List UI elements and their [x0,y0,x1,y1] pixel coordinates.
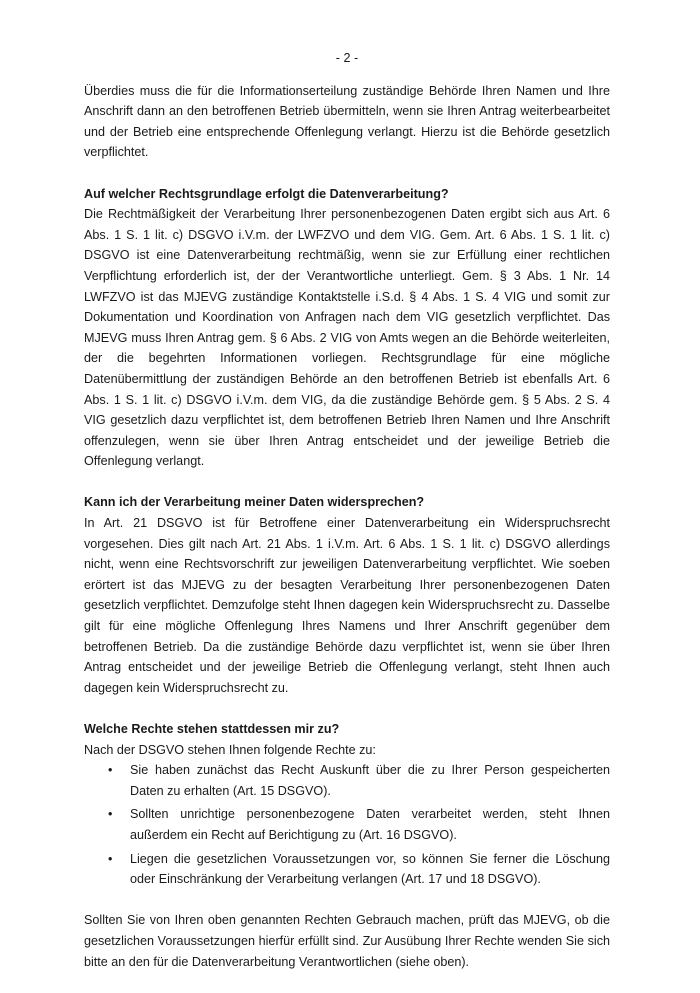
section-heading: Welche Rechte stehen stattdessen mir zu? [84,722,340,736]
section-paragraph: In Art. 21 DSGVO ist für Betroffene einer Datenverarbeitung ein Widerspruchsrecht vorgesehen. Dies gilt nach Art. 21 Abs. 1 i.V.m. Art. 6 Abs. 1 S. 1 lit. c) DSGVO allerdings nicht, wenn eine Rechtsvorschrift zur jeweiligen Datenverarbeitung verpflichtet. Wie soeben erörtert ist das MJEVG zu der besagten Verarbeitung Ihrer personenbezogenen Daten gesetzlich verpflichtet. Demzufolge steht Ihnen dagegen kein Widerspruchsrecht zu. Dasselbe gilt für eine mögliche Offenlegung Ihres Namens und Ihrer Anschrift gegenüber dem betroffenen Betrieb. Da die zuständige Behörde dazu verpflichtet ist, wenn sie über Ihren Antrag entscheidet und der jeweilige Betrieb die Offenlegung verlangt, steht Ihnen auch dagegen kein Widerspruchsrecht zu. [84,516,610,695]
list-item: • Liegen die gesetzlichen Voraussetzungen vor, so können Sie ferner die Löschung oder Einschränkung der Verarbeitung verlangen (Art. 17 und 18 DSGVO). [84,849,610,890]
intro-block [84,81,610,163]
section-heading: Kann ich der Verarbeitung meiner Daten widersprechen? [84,495,425,510]
section-rights [84,719,610,890]
closing-block [84,910,610,972]
section-legal-basis [84,184,610,472]
section-heading: Auf welcher Rechtsgrundlage erfolgt die Datenverarbeitung? [84,186,449,201]
rights-list [84,760,610,890]
closing-paragraph: Sollten Sie von Ihren oben genannten Rechten Gebrauch machen, prüft das MJEVG, ob die gesetzlichen Voraussetzungen hierfür erfüllt sind. Zur Ausübung Ihrer Rechte wenden Sie sich bitte an den für die Datenverarbeitung Verantwortlichen (siehe oben). [84,913,610,969]
section-paragraph: Nach der DSGVO stehen Ihnen folgende Rechte zu: [84,742,376,757]
intro-paragraph: Überdies muss die für die Informationserteilung zuständige Behörde Ihren Namen und Ihre Anschrift dann an den betroffenen Betrieb übermitteln, wenn sie Ihren Antrag weiterbearbeitet und der Betrieb eine entsprechende Offenlegung verlangt. Hierzu ist die Behörde gesetzlich verpflichtet. [84,83,610,160]
list-item: • Sie haben zunächst das Recht Auskunft über die zu Ihrer Person gespeicherten Daten zu erhalten (Art. 15 DSGVO). [84,760,610,801]
section-paragraph: Die Rechtmäßigkeit der Verarbeitung Ihrer personenbezogenen Daten ergibt sich aus Art. 6 Abs. 1 S. 1 lit. c) DSGVO i.V.m. der LWFZVO und dem VIG. Gem. Art. 6 Abs. 1 S. 1 lit. c) DSGVO ist eine Datenverarbeitung rechtmäßig, wenn sie zur Erfüllung einer rechtlichen Verpflichtung erforderlich ist, der der Verantwortliche unterliegt. Gem. § 3 Abs. 1 Nr. 14 LWFZVO ist das MJEVG zuständige Kontaktstelle i.S.d. § 4 Abs. 1 S. 4 VIG und somit zur Dokumentation und Koordination von Anfragen nach dem VIG gesetzlich verpflichtet. Das MJEVG muss Ihren Antrag gem. § 6 Abs. 2 VIG von Amts wegen an die Behörde weiterleiten, der die begehrten Informationen vorliegen. Rechtsgrundlage für eine mögliche Datenübermittlung der zuständigen Behörde an den betroffenen Betrieb ist ebenfalls Art. 6 Abs. 1 S. 1 lit. c) DSGVO i.V.m. dem VIG, da die zuständige Behörde gem. § 5 Abs. 2 S. 4 VIG gesetzlich dazu verpflichtet ist, dem betroffenen Betrieb Ihren Namen und Ihre Anschrift offenzulegen, wenn sie über Ihren Antrag entscheidet und der jeweilige Betrieb die Offenlegung verlangt. [84,207,610,469]
page-number: - 2 - [335,51,359,65]
list-item: • Sollten unrichtige personenbezogene Daten verarbeitet werden, steht Ihnen außerdem ein Recht auf Berichtigung zu (Art. 16 DSGVO). [84,804,610,845]
document-page [84,48,610,993]
section-objection [84,492,610,698]
